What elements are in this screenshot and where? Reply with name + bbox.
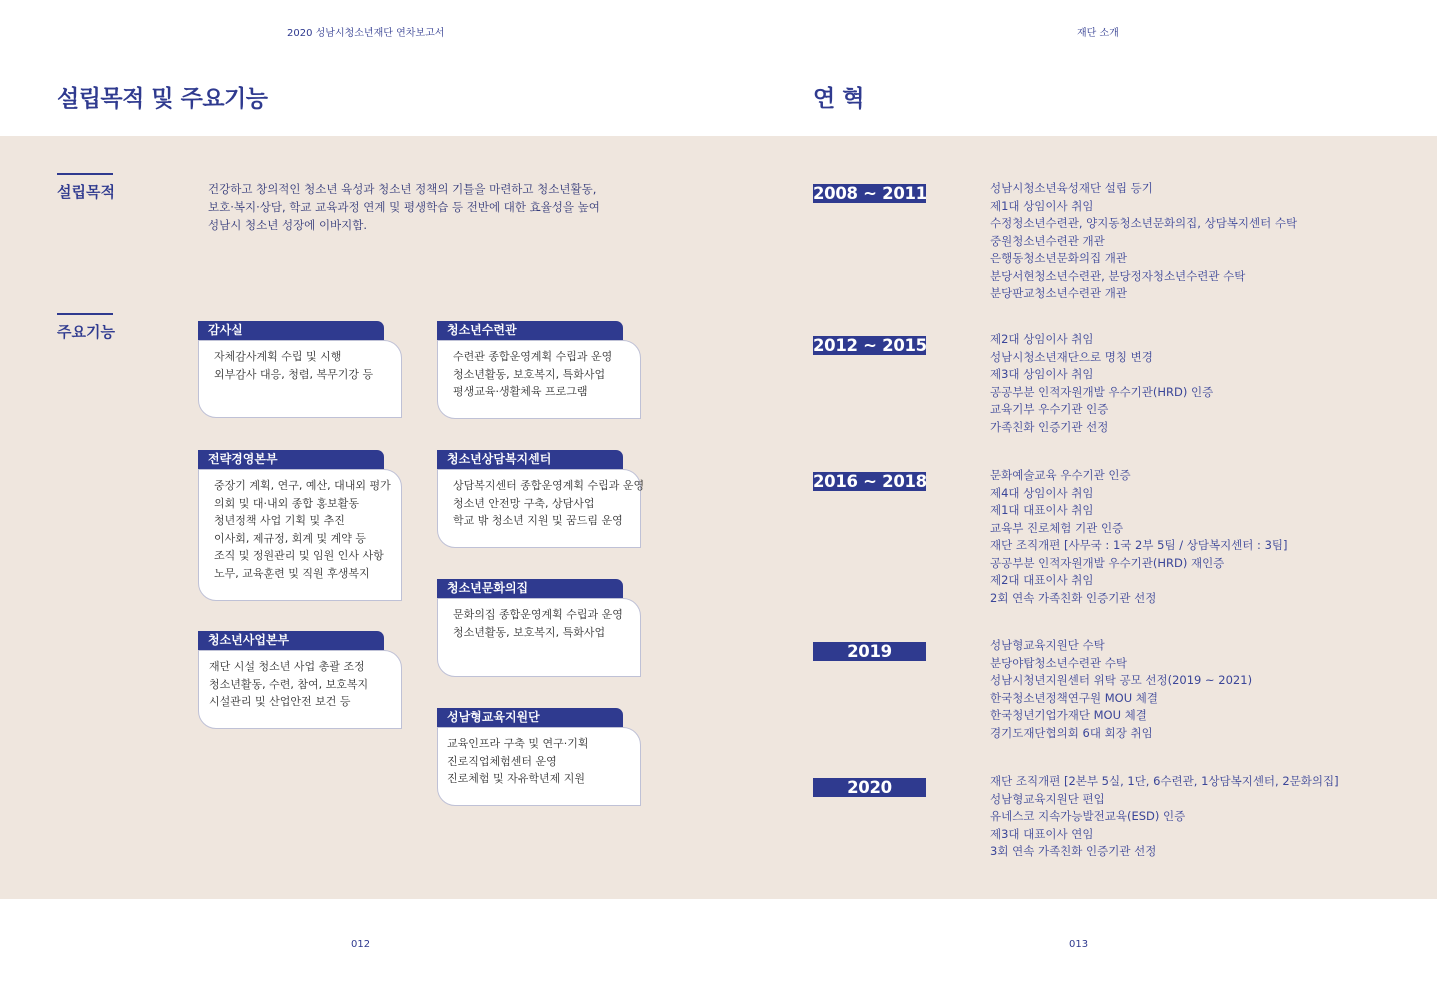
card-title: 감사실 xyxy=(198,321,384,340)
page-number-left: 012 xyxy=(351,939,371,950)
page-title-right: 연 혁 xyxy=(813,86,864,112)
card-title: 성남형교육지원단 xyxy=(437,708,623,727)
history-event: 문화예술교육 우수기관 인증 xyxy=(990,468,1131,482)
history-events xyxy=(990,773,1339,861)
history-event: 은행동청소년문화의집 개관 xyxy=(990,251,1127,265)
history-event: 성남형교육지원단 수탁 xyxy=(990,638,1105,652)
history-event: 교육부 진로체험 기관 인증 xyxy=(990,520,1124,535)
history-events xyxy=(990,637,1252,742)
card-body xyxy=(198,469,402,601)
history-event: 재단 조직개편 [2본부 5실, 1단, 6수련관, 1상담복지센터, 2문화의집] xyxy=(990,774,1339,788)
history-event: 공공부분 인적자원개발 우수기관(HRD) 인증 xyxy=(990,384,1214,399)
card-title: 전략경영본부 xyxy=(198,450,384,469)
card-item: 진로체험 및 자유학년제 지원 xyxy=(447,772,586,785)
history-event: 교육기부 우수기관 인증 xyxy=(990,402,1109,416)
card-body xyxy=(437,340,641,419)
card-item: 상담복지센터 종합운영계획 수립과 운영 xyxy=(453,479,645,492)
card-item: 청소년 안전망 구축, 상담사업 xyxy=(453,496,595,510)
history-event: 제2대 대표이사 취임 xyxy=(990,573,1094,587)
history-event: 한국청년기업가재단 MOU 체결 xyxy=(990,708,1147,722)
card-item: 중장기 계획, 연구, 예산, 대내외 평가 xyxy=(214,479,391,492)
running-title-right: 재단 소개 xyxy=(1077,28,1119,39)
purpose-label: 설립목적 xyxy=(57,173,113,202)
purpose-text xyxy=(208,180,598,234)
function-card-strategy xyxy=(198,450,402,601)
card-item: 조직 및 정원관리 및 임원 인사 사항 xyxy=(214,549,384,562)
history-event: 제1대 대표이사 취임 xyxy=(990,503,1094,517)
history-event: 제4대 상임이사 취임 xyxy=(990,485,1094,500)
card-item: 학교 밖 청소년 지원 및 꿈드림 운영 xyxy=(453,514,623,527)
card-item: 교육인프라 구축 및 연구·기획 xyxy=(447,737,589,750)
history-event: 성남형교육지원단 편입 xyxy=(990,791,1105,806)
functions-label: 주요기능 xyxy=(57,313,113,342)
card-item: 문화의집 종합운영계획 수립과 운영 xyxy=(453,608,623,621)
history-event: 성남시청소년육성재단 설립 등기 xyxy=(990,181,1153,195)
card-item: 수련관 종합운영계획 수립과 운영 xyxy=(453,350,613,363)
history-event: 재단 조직개편 [사무국 : 1국 2부 5팀 / 상담복지센터 : 3팀] xyxy=(990,538,1288,552)
card-item: 시설관리 및 산업안전 보건 등 xyxy=(209,695,351,708)
history-events xyxy=(990,467,1288,607)
card-item: 청년정책 사업 기획 및 추진 xyxy=(214,514,345,527)
card-item: 평생교육·생활체육 프로그램 xyxy=(453,385,588,398)
history-event: 제2대 상임이사 취임 xyxy=(990,332,1094,346)
card-title: 청소년수련관 xyxy=(437,321,623,340)
history-event: 제1대 상임이사 취임 xyxy=(990,198,1094,213)
card-item: 청소년활동, 보호복지, 특화사업 xyxy=(453,367,606,381)
card-item: 노무, 교육훈련 및 직원 후생복지 xyxy=(214,566,370,580)
history-event: 한국청소년정책연구원 MOU 체결 xyxy=(990,690,1159,705)
history-events xyxy=(990,331,1213,436)
history-event: 성남시청소년재단으로 명칭 변경 xyxy=(990,349,1153,364)
purpose-line: 보호·복지·상담, 학교 교육과정 연계 및 평생학습 등 전반에 대한 효율성을 높여 xyxy=(208,200,600,214)
function-card-education-support xyxy=(437,708,641,806)
card-item: 진로직업체험센터 운영 xyxy=(447,754,557,768)
card-item: 의회 및 대·내외 종합 홍보활동 xyxy=(214,496,359,510)
history-event: 분당서현청소년수련관, 분당정자청소년수련관 수탁 xyxy=(990,268,1246,283)
card-body xyxy=(198,650,402,729)
history-event: 중원청소년수련관 개관 xyxy=(990,233,1105,248)
page-number-right: 013 xyxy=(1069,939,1089,950)
history-event: 수정청소년수련관, 양지동청소년문화의집, 상담복지센터 수탁 xyxy=(990,216,1298,230)
card-item: 자체감사계획 수립 및 시행 xyxy=(214,350,342,363)
function-card-training-center xyxy=(437,321,641,419)
history-period-badge: 2012 ~ 2015 xyxy=(813,336,927,355)
history-period-badge: 2020 xyxy=(813,778,926,797)
card-item: 청소년활동, 수련, 참여, 보호복지 xyxy=(209,677,369,691)
card-title: 청소년상담복지센터 xyxy=(437,450,623,469)
function-card-counseling-center xyxy=(437,450,645,548)
history-period-badge: 2008 ~ 2011 xyxy=(813,184,927,203)
function-card-audit xyxy=(198,321,402,418)
history-period-badge: 2019 xyxy=(813,642,926,661)
history-event: 2회 연속 가족친화 인증기관 선정 xyxy=(990,590,1157,605)
history-events xyxy=(990,180,1297,303)
running-title-left: 2020 성남시청소년재단 연차보고서 xyxy=(287,28,445,39)
card-item: 이사회, 제규정, 회계 및 계약 등 xyxy=(214,531,366,545)
history-event: 공공부분 인적자원개발 우수기관(HRD) 재인증 xyxy=(990,555,1225,570)
card-body xyxy=(437,598,641,677)
history-event: 제3대 대표이사 연임 xyxy=(990,826,1094,841)
card-title: 청소년문화의집 xyxy=(437,579,623,598)
card-title: 청소년사업본부 xyxy=(198,631,384,650)
function-card-youth-programs xyxy=(198,631,402,729)
card-item: 외부감사 대응, 청렴, 복무기강 등 xyxy=(214,367,374,381)
card-body xyxy=(437,469,645,548)
history-event: 3회 연속 가족친화 인증기관 선정 xyxy=(990,844,1157,858)
history-event: 가족친화 인증기관 선정 xyxy=(990,419,1109,434)
function-card-culture-house xyxy=(437,579,641,677)
card-item: 청소년활동, 보호복지, 특화사업 xyxy=(453,625,606,639)
card-item: 재단 시설 청소년 사업 총괄 조정 xyxy=(209,660,365,673)
history-event: 성남시청년지원센터 위탁 공모 선정(2019 ~ 2021) xyxy=(990,673,1253,687)
history-event: 유네스코 지속가능발전교육(ESD) 인증 xyxy=(990,809,1186,823)
history-period-badge: 2016 ~ 2018 xyxy=(813,472,927,491)
page-title-left: 설립목적 및 주요기능 xyxy=(57,86,268,112)
history-event: 분당야탑청소년수련관 수탁 xyxy=(990,655,1127,670)
history-event: 분당판교청소년수련관 개관 xyxy=(990,286,1127,300)
history-event: 경기도재단협의회 6대 회장 취임 xyxy=(990,725,1153,740)
card-body xyxy=(198,340,402,418)
card-body xyxy=(437,727,641,806)
history-event: 제3대 상임이사 취임 xyxy=(990,367,1094,381)
purpose-line: 성남시 청소년 성장에 이바지함. xyxy=(208,218,368,232)
purpose-line: 건강하고 창의적인 청소년 육성과 청소년 정책의 기틀을 마련하고 청소년활동, xyxy=(208,182,597,196)
